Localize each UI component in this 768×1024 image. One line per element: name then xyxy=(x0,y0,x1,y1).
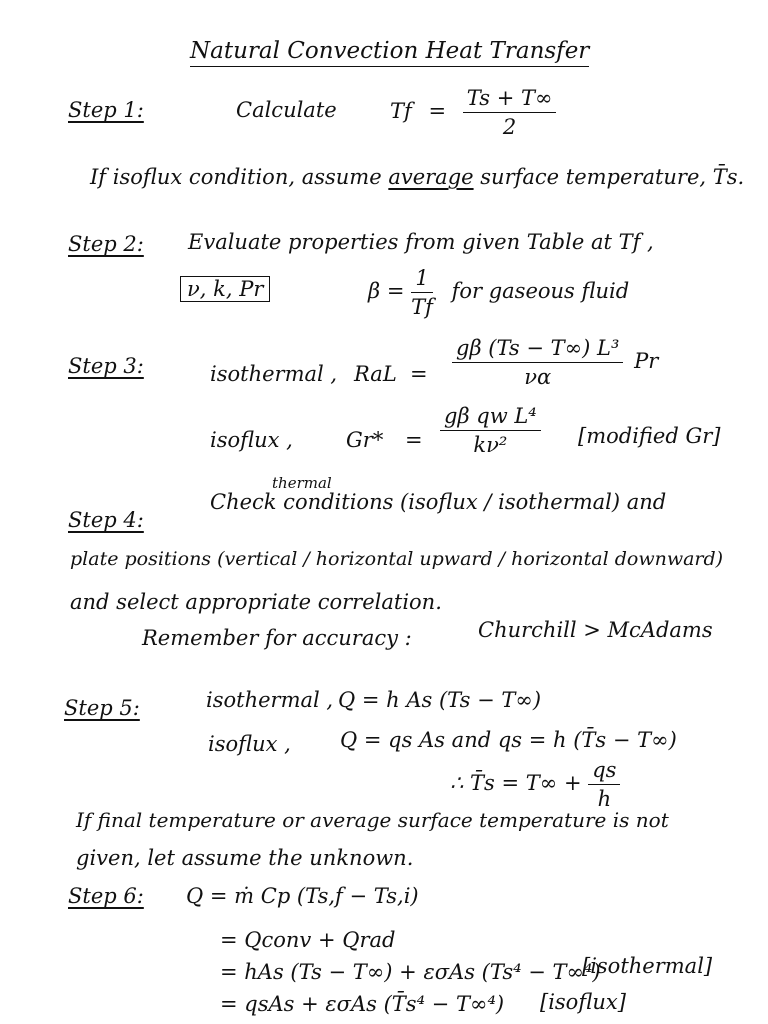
step1-note-average: average xyxy=(388,165,474,189)
final-note-line1: If final temperature or average surface temperature is not xyxy=(76,808,669,832)
step4-line3: and select appropriate correlation. xyxy=(70,590,442,614)
step5-label: Step 5: xyxy=(64,696,140,720)
step3-gr-formula xyxy=(440,404,541,457)
step5-eq3-denominator: h xyxy=(597,787,612,811)
step2-beta-numerator: 1 xyxy=(411,266,432,293)
step3-ra-eq: = xyxy=(410,362,428,386)
step6-eq2: = Qconv + Qrad xyxy=(220,928,396,952)
step6-label: Step 6: xyxy=(68,884,144,908)
step2-beta xyxy=(368,266,629,319)
step4-line2: plate positions (vertical / horizontal upward / horizontal downward) xyxy=(70,548,724,570)
step4-thermal-insert: thermal xyxy=(272,474,332,492)
step3-label: Step 3: xyxy=(68,354,144,378)
step5-isothermal: isothermal , xyxy=(206,688,334,712)
step5-eq1: Q = h As (Ts − T∞) xyxy=(338,688,542,712)
step3-gr-fraction xyxy=(440,404,541,457)
step1-note xyxy=(90,165,744,189)
step3-isoflux: isoflux , xyxy=(210,428,293,452)
step3-gr-eq: = xyxy=(405,428,423,452)
step2-props-box: ν, k, Pr xyxy=(180,276,270,302)
step5-eq3-fraction xyxy=(588,758,620,811)
step2-beta-lhs: β = xyxy=(368,279,405,303)
step4-line1: Check conditions (isoflux / isothermal) and xyxy=(210,490,667,514)
step3-ra-numerator: gβ (Ts − T∞) L³ xyxy=(452,336,623,363)
step2-beta-denominator: Tf xyxy=(411,295,433,319)
step1-denominator: 2 xyxy=(502,115,517,139)
step2-text: Evaluate properties from given Table at Tf , xyxy=(188,230,654,254)
step5-eq3 xyxy=(450,758,620,811)
step1-label: Step 1: xyxy=(68,98,144,122)
step3-gr-note: [modified Gr] xyxy=(578,424,721,448)
step2-beta-post: for gaseous fluid xyxy=(451,279,630,303)
step3-ra-denominator: να xyxy=(524,365,552,389)
step6-eq4: = qsAs + εσAs (T̄s⁴ − T∞⁴) xyxy=(220,992,505,1016)
step1-formula xyxy=(390,86,556,139)
step3-ra-post: Pr xyxy=(634,349,659,373)
step3-gr-numerator: gβ qw L⁴ xyxy=(440,404,541,431)
page-title: Natural Convection Heat Transfer xyxy=(190,38,589,67)
step3-gr-lhs: Gr* xyxy=(346,428,384,452)
step5-eq2: Q = qs As and qs = h (T̄s − T∞) xyxy=(340,728,677,752)
step4-rank: Churchill > McAdams xyxy=(478,618,713,642)
step1-note-post: surface temperature, T̄s. xyxy=(480,165,745,189)
step3-ra-lhs: RaL xyxy=(354,362,397,386)
step1-action: Calculate xyxy=(236,98,337,122)
step5-isoflux: isoflux , xyxy=(208,732,291,756)
step5-eq3-numerator: qs xyxy=(588,758,620,785)
final-note-line2: given, let assume the unknown. xyxy=(76,846,414,870)
step6-eq3: = hAs (Ts − T∞) + εσAs (Ts⁴ − T∞⁴) xyxy=(220,960,601,984)
step3-ra-fraction xyxy=(452,336,623,389)
step4-remember: Remember for accuracy : xyxy=(142,626,412,650)
step2-beta-fraction xyxy=(411,266,433,319)
step3-gr-denominator: kν² xyxy=(473,433,508,457)
step5-eq3-pre: ∴ T̄s = T∞ + xyxy=(450,771,582,795)
step3-isothermal: isothermal , xyxy=(210,362,338,386)
step1-eq: = xyxy=(428,99,447,123)
step4-label: Step 4: xyxy=(68,508,144,532)
step1-lhs: Tf xyxy=(390,99,412,123)
step1-numerator: Ts + T∞ xyxy=(463,86,557,113)
step3-ra-formula xyxy=(452,336,658,389)
step2-label: Step 2: xyxy=(68,232,144,256)
step6-eq4-tag: [isoflux] xyxy=(540,990,626,1014)
step6-eq3-tag: [isothermal] xyxy=(582,954,713,978)
step1-fraction xyxy=(463,86,557,139)
step1-note-pre: If isoflux condition, assume xyxy=(90,165,382,189)
step6-eq1: Q = ṁ Cp (Ts,f − Ts,i) xyxy=(186,884,419,908)
